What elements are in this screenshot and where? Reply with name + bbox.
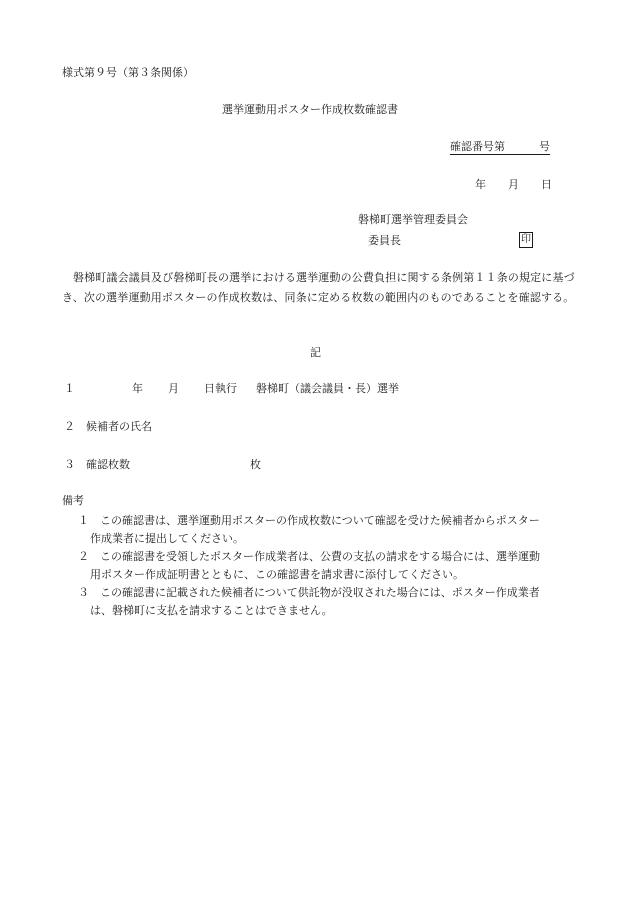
item-number: ２: [64, 420, 75, 433]
remarks-heading: 備考: [62, 494, 84, 507]
item-month: 月: [168, 382, 179, 395]
note-number: ２: [78, 550, 89, 563]
note-number: １: [78, 514, 89, 527]
confirmation-number-suffix: 号: [539, 140, 550, 153]
item-election-date: [64, 382, 399, 396]
item-year: 年: [132, 382, 143, 395]
date-month: 月: [508, 178, 519, 191]
note-number: ３: [78, 586, 89, 599]
chair-title: 委員長: [368, 234, 401, 247]
item-label: 確認枚数: [86, 458, 130, 471]
confirmation-statement: 磐梯町議会議員及び磐梯町長の選挙における選挙運動の公費負担に関する条例第１１条の規定に基づき、次の選挙運動用ポスターの作成枚数は、同条に定める枚数の範囲内のものであることを確認する。: [62, 271, 575, 304]
remark-note: [78, 584, 578, 620]
item-number: ３: [64, 458, 75, 471]
remark-note: [78, 512, 578, 548]
item-unit: 枚: [250, 458, 261, 471]
confirmation-number-prefix: 確認番号第: [450, 140, 505, 153]
date-day: 日: [541, 178, 552, 191]
note-line: 用ポスター作成証明書とともに、この確認書を請求書に添付してください。: [90, 568, 464, 581]
note-line: 作成業者に提出してください。: [90, 532, 244, 545]
document-title: 選挙運動用ポスター作成枚数確認書: [222, 103, 398, 116]
item-number: １: [64, 382, 75, 395]
note-line: この確認書は、選挙運動用ポスターの作成枚数について確認を受けた候補者からポスター: [100, 514, 540, 527]
issue-date: [475, 178, 552, 192]
item-candidate-name: [64, 420, 152, 434]
date-year: 年: [475, 178, 486, 191]
committee-name: 磐梯町選挙管理委員会: [358, 213, 468, 226]
item-label: 候補者の氏名: [86, 420, 152, 433]
form-number-label: 様式第９号（第３条関係）: [62, 66, 194, 79]
remark-note: [78, 548, 578, 584]
note-line: は、磐梯町に支払を請求することはできません。: [90, 604, 333, 617]
confirmation-number: [450, 140, 550, 155]
seal-mark: 印: [519, 232, 533, 248]
item-election-name: 磐梯町（議会議員・長）選挙: [256, 382, 399, 395]
item-day: 日執行: [204, 382, 237, 395]
ki-heading: 記: [310, 346, 321, 359]
note-line: この確認書を受領したポスター作成業者は、公費の支払の請求をする場合には、選挙運動: [100, 550, 540, 563]
note-line: この確認書に記載された候補者について供託物が没収された場合には、ポスター作成業者: [100, 586, 540, 599]
item-confirmed-count: [64, 458, 261, 472]
